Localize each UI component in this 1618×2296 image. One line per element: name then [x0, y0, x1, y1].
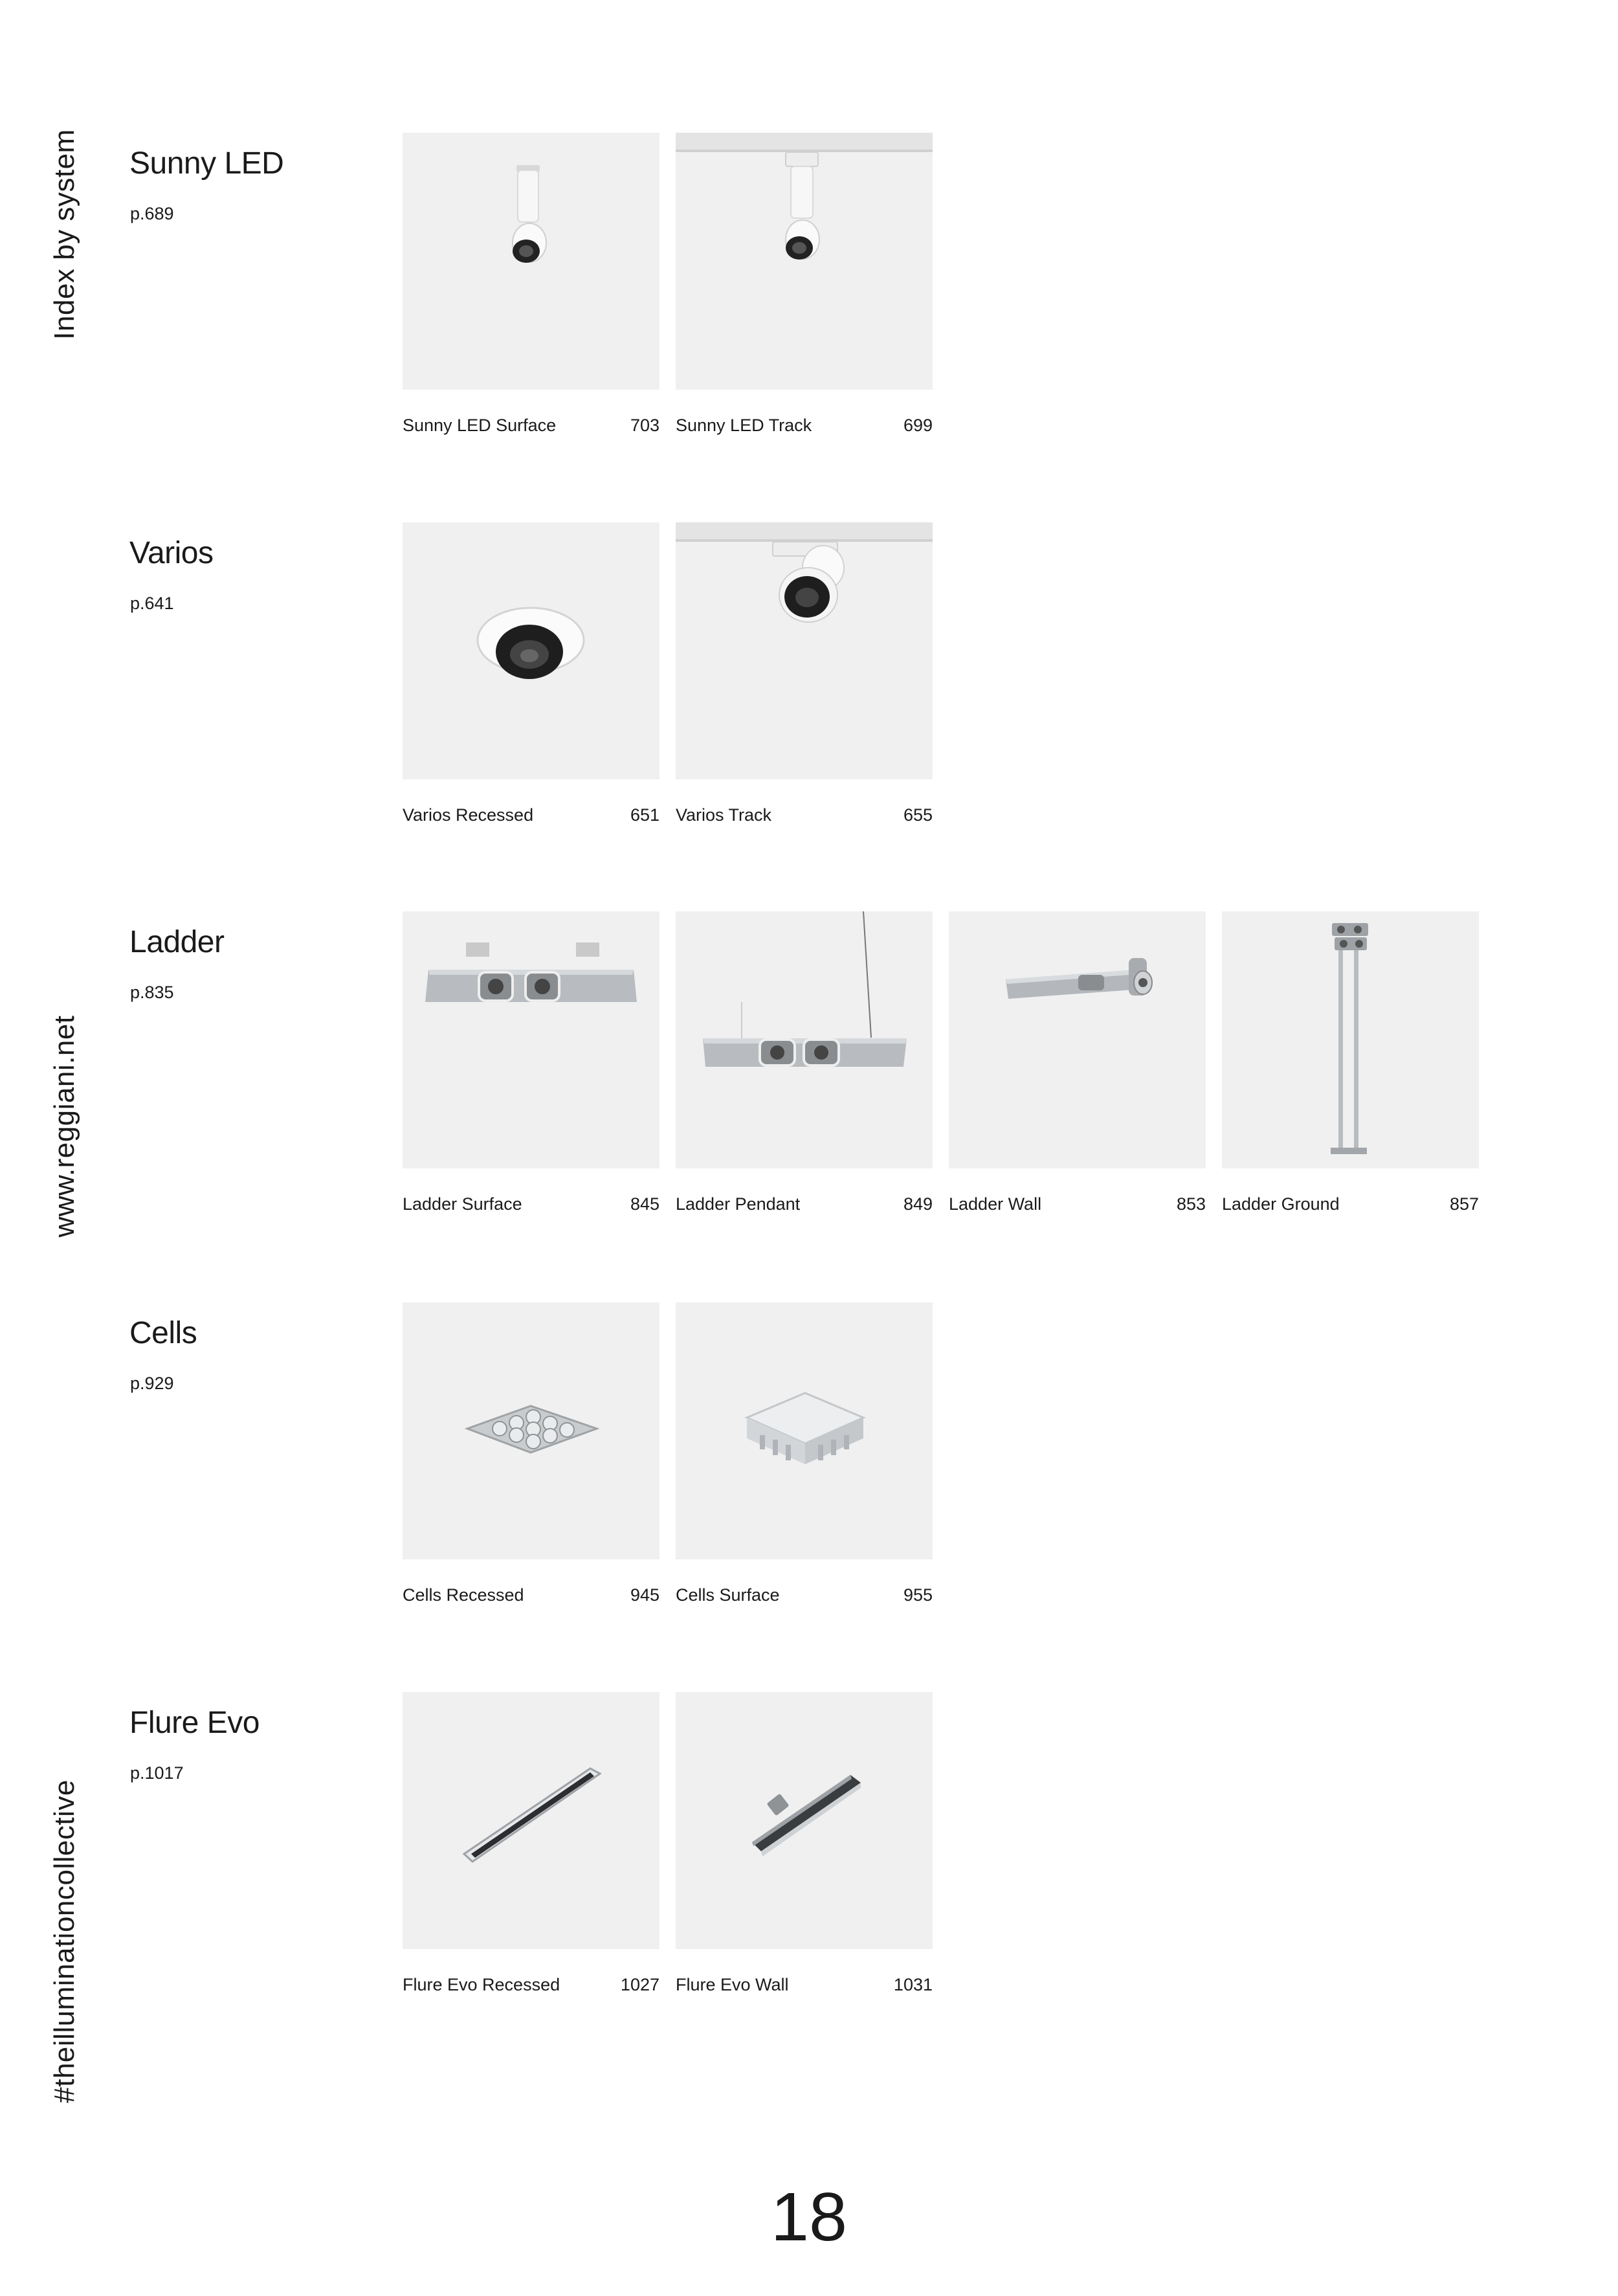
section-title: Varios: [129, 536, 214, 570]
product-page-number: 1027: [620, 1975, 659, 1994]
section-title: Cells: [129, 1316, 197, 1350]
product-image: [403, 911, 659, 1168]
section-title: Flure Evo: [129, 1706, 260, 1740]
product-name: Varios Recessed: [403, 805, 534, 825]
product-caption: [403, 1194, 659, 1214]
spotlight-track-icon: [676, 133, 933, 390]
product-name: Varios Track: [676, 805, 772, 825]
section-cells: [0, 1302, 1618, 1639]
product-card-ladder-pendant[interactable]: [676, 911, 933, 1214]
product-caption: [403, 416, 659, 436]
product-page-number: 849: [903, 1194, 933, 1214]
product-page-number: 703: [630, 416, 659, 435]
product-caption: [949, 1194, 1206, 1214]
product-image: [403, 522, 659, 779]
product-card-sunny-led-track[interactable]: [676, 133, 933, 435]
product-name: Cells Recessed: [403, 1585, 524, 1605]
section-flure-evo: [0, 1692, 1618, 2029]
product-card-flure-evo-wall[interactable]: [676, 1692, 933, 1994]
product-image: [949, 911, 1206, 1168]
product-caption: [403, 805, 659, 825]
ladder-ground-icon: [1222, 911, 1479, 1168]
product-card-ladder-surface[interactable]: [403, 911, 659, 1214]
section-varios: [0, 522, 1618, 859]
product-image: [403, 1692, 659, 1949]
product-card-ladder-wall[interactable]: [949, 911, 1206, 1214]
recessed-spot-icon: [403, 522, 659, 779]
page-number: 18: [771, 2179, 847, 2255]
linear-wall-icon: [676, 1692, 933, 1949]
section-sunny-led: [0, 133, 1618, 469]
product-name: Ladder Wall: [949, 1194, 1042, 1214]
product-page-number: 853: [1176, 1194, 1206, 1214]
product-name: Sunny LED Surface: [403, 416, 557, 435]
product-card-cells-recessed[interactable]: [403, 1302, 659, 1605]
product-caption: [676, 805, 933, 825]
track-spot-icon: [676, 522, 933, 779]
section-page-ref: p.1017: [130, 1763, 184, 1783]
cells-recessed-icon: [403, 1302, 659, 1559]
product-page-number: 857: [1449, 1194, 1479, 1214]
product-page-number: 1031: [893, 1975, 933, 1994]
product-caption: [403, 1975, 659, 1995]
sidebar-hashtag-label: #theilluminationcollective: [49, 1779, 80, 2103]
product-name: Ladder Pendant: [676, 1194, 801, 1214]
product-name: Flure Evo Wall: [676, 1975, 789, 1994]
product-card-sunny-led-surface[interactable]: [403, 133, 659, 435]
product-name: Flure Evo Recessed: [403, 1975, 560, 1994]
product-page-number: 945: [630, 1585, 659, 1605]
product-image: [676, 133, 933, 390]
product-image: [676, 911, 933, 1168]
product-name: Cells Surface: [676, 1585, 780, 1605]
product-caption: [676, 1975, 933, 1995]
product-page-number: 955: [903, 1585, 933, 1605]
product-caption: [676, 1194, 933, 1214]
product-page-number: 845: [630, 1194, 659, 1214]
ladder-surface-icon: [403, 911, 659, 1168]
section-page-ref: p.641: [130, 594, 174, 613]
product-caption: [403, 1585, 659, 1605]
linear-recessed-icon: [403, 1692, 659, 1949]
sidebar-website-label[interactable]: www.reggiani.net: [49, 1015, 80, 1238]
product-card-varios-track[interactable]: [676, 522, 933, 825]
product-name: Ladder Surface: [403, 1194, 522, 1214]
section-title: Sunny LED: [129, 146, 284, 181]
product-page-number: 651: [630, 805, 659, 825]
product-caption: [676, 416, 933, 436]
product-caption: [676, 1585, 933, 1605]
product-page-number: 655: [903, 805, 933, 825]
section-page-ref: p.835: [130, 983, 174, 1002]
product-name: Ladder Ground: [1222, 1194, 1340, 1214]
section-ladder: [0, 911, 1618, 1248]
product-card-flure-evo-recessed[interactable]: [403, 1692, 659, 1994]
product-caption: [1222, 1194, 1479, 1214]
product-image: [676, 1302, 933, 1559]
section-page-ref: p.929: [130, 1374, 174, 1393]
product-page-number: 699: [903, 416, 933, 435]
product-card-cells-surface[interactable]: [676, 1302, 933, 1605]
product-image: [403, 133, 659, 390]
sidebar-index-label: Index by system: [49, 129, 80, 340]
section-title: Ladder: [129, 925, 225, 959]
product-name: Sunny LED Track: [676, 416, 812, 435]
section-page-ref: p.689: [130, 204, 174, 223]
ladder-wall-icon: [949, 911, 1206, 1168]
ladder-pendant-icon: [676, 911, 933, 1168]
product-image: [676, 1692, 933, 1949]
product-card-ladder-ground[interactable]: [1222, 911, 1479, 1214]
product-image: [403, 1302, 659, 1559]
product-card-varios-recessed[interactable]: [403, 522, 659, 825]
cells-surface-icon: [676, 1302, 933, 1559]
product-image: [1222, 911, 1479, 1168]
product-image: [676, 522, 933, 779]
spotlight-surface-icon: [403, 133, 659, 390]
